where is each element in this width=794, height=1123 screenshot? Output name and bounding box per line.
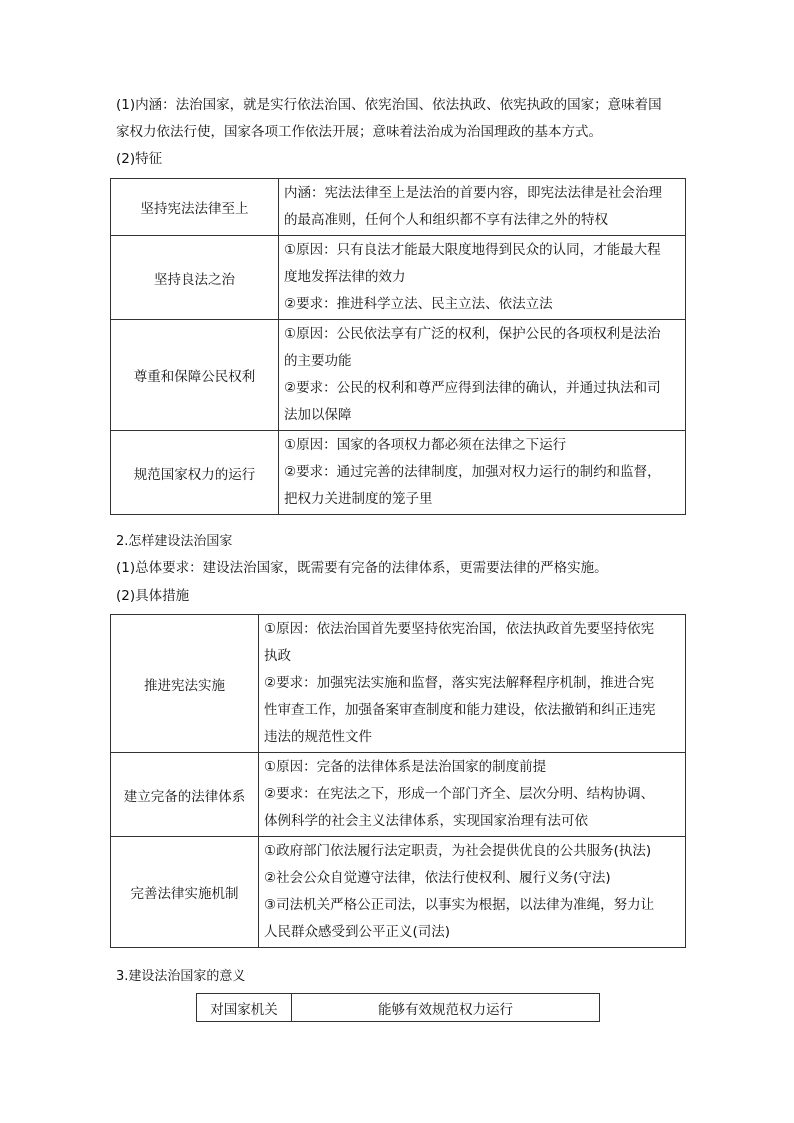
content-line: 违法的规范性文件 (264, 729, 372, 745)
content-line: 执政 (264, 648, 291, 664)
content-line: ①原因：依法治国首先要坚持依宪治国，依法执政首先要坚持依宪 (264, 621, 655, 637)
content-line: ①原因：完备的法律体系是法治国家的制度前提 (264, 759, 547, 775)
content-line: 的主要功能 (284, 353, 352, 369)
measures-heading: (2)具体措施 (116, 588, 190, 604)
row-content (279, 236, 686, 320)
content-line: ①原因：公民依法享有广泛的权利，保护公民的各项权利是法治 (284, 326, 661, 342)
content-line: ①原因：只有良法才能最大限度地得到民众的认同，才能最大程 (284, 242, 661, 258)
content-line: ②要求：公民的权利和尊严应得到法律的确认，并通过执法和司 (284, 380, 661, 396)
table-row (111, 179, 686, 236)
intro-paragraph (116, 92, 686, 146)
row-content (259, 615, 686, 753)
row-label: 尊重和保障公民权利 (111, 320, 279, 431)
row-value: 能够有效规范权力运行 (292, 994, 600, 1022)
table-row (111, 753, 686, 837)
table-row (111, 615, 686, 753)
content-line: ②要求：通过完善的法律制度，加强对权力运行的制约和监督， (284, 464, 661, 480)
features-heading: (2)特征 (116, 151, 163, 167)
row-label: 建立完备的法律体系 (111, 753, 259, 837)
content-line: 体例科学的社会主义法律体系，实现国家治理有法可依 (264, 813, 588, 829)
row-content (279, 179, 686, 236)
content-line: 度地发挥法律的效力 (284, 269, 406, 285)
row-label: 对国家机关 (197, 994, 292, 1022)
features-table (110, 178, 686, 515)
content-line: ②要求：在宪法之下，形成一个部门齐全、层次分明、结构协调、 (264, 786, 655, 802)
content-line: 人民群众感受到公平正义(司法) (264, 924, 451, 940)
table-row (197, 994, 600, 1022)
row-content (259, 753, 686, 837)
row-label: 推进宪法实施 (111, 615, 259, 753)
section-2-title: 2.怎样建设法治国家 (116, 534, 233, 549)
content-line: 把权力关进制度的笼子里 (284, 491, 433, 507)
row-content (279, 431, 686, 515)
content-line: 法加以保障 (284, 407, 352, 423)
intro-line-2: 家权力依法行使，国家各项工作依法开展；意味着法治成为治国理政的基本方式。 (116, 124, 602, 140)
content-line: ②要求：加强宪法实施和监督，落实宪法解释程序机制，推进合宪 (264, 675, 655, 691)
row-content (259, 837, 686, 948)
content-line: ③司法机关严格公正司法，以事实为根据，以法律为准绳，努力让 (264, 897, 655, 913)
row-label: 规范国家权力的运行 (111, 431, 279, 515)
row-label: 坚持宪法法律至上 (111, 179, 279, 236)
content-line: ①原因：国家的各项权力都必须在法律之下运行 (284, 437, 567, 453)
row-label: 完善法律实施机制 (111, 837, 259, 948)
table-row (111, 431, 686, 515)
section-3-title: 3.建设法治国家的意义 (116, 969, 246, 984)
content-line: 的最高准则，任何个人和组织都不享有法律之外的特权 (284, 212, 608, 228)
table-row (111, 837, 686, 948)
content-line: ①政府部门依法履行法定职责，为社会提供优良的公共服务(执法) (264, 843, 652, 859)
content-line: 性审查工作，加强备案审查制度和能力建设，依法撤销和纠正违宪 (264, 702, 656, 718)
significance-table (196, 993, 600, 1022)
row-content (279, 320, 686, 431)
content-line: ②要求：推进科学立法、民主立法、依法立法 (284, 296, 553, 312)
content-line: 内涵：宪法法律至上是法治的首要内容，即宪法法律是社会治理 (284, 185, 662, 201)
general-requirement: (1)总体要求：建设法治国家，既需要有完备的法律体系，更需要法律的严格实施。 (116, 560, 608, 576)
table-row (111, 320, 686, 431)
content-line: ②社会公众自觉遵守法律，依法行使权利、履行义务(守法) (264, 870, 611, 886)
table-row (111, 236, 686, 320)
measures-table (110, 614, 686, 948)
row-label: 坚持良法之治 (111, 236, 279, 320)
intro-line-1: (1)内涵：法治国家，就是实行依法治国、依宪治国、依法执政、依宪执政的国家；意味着国 (116, 97, 662, 113)
